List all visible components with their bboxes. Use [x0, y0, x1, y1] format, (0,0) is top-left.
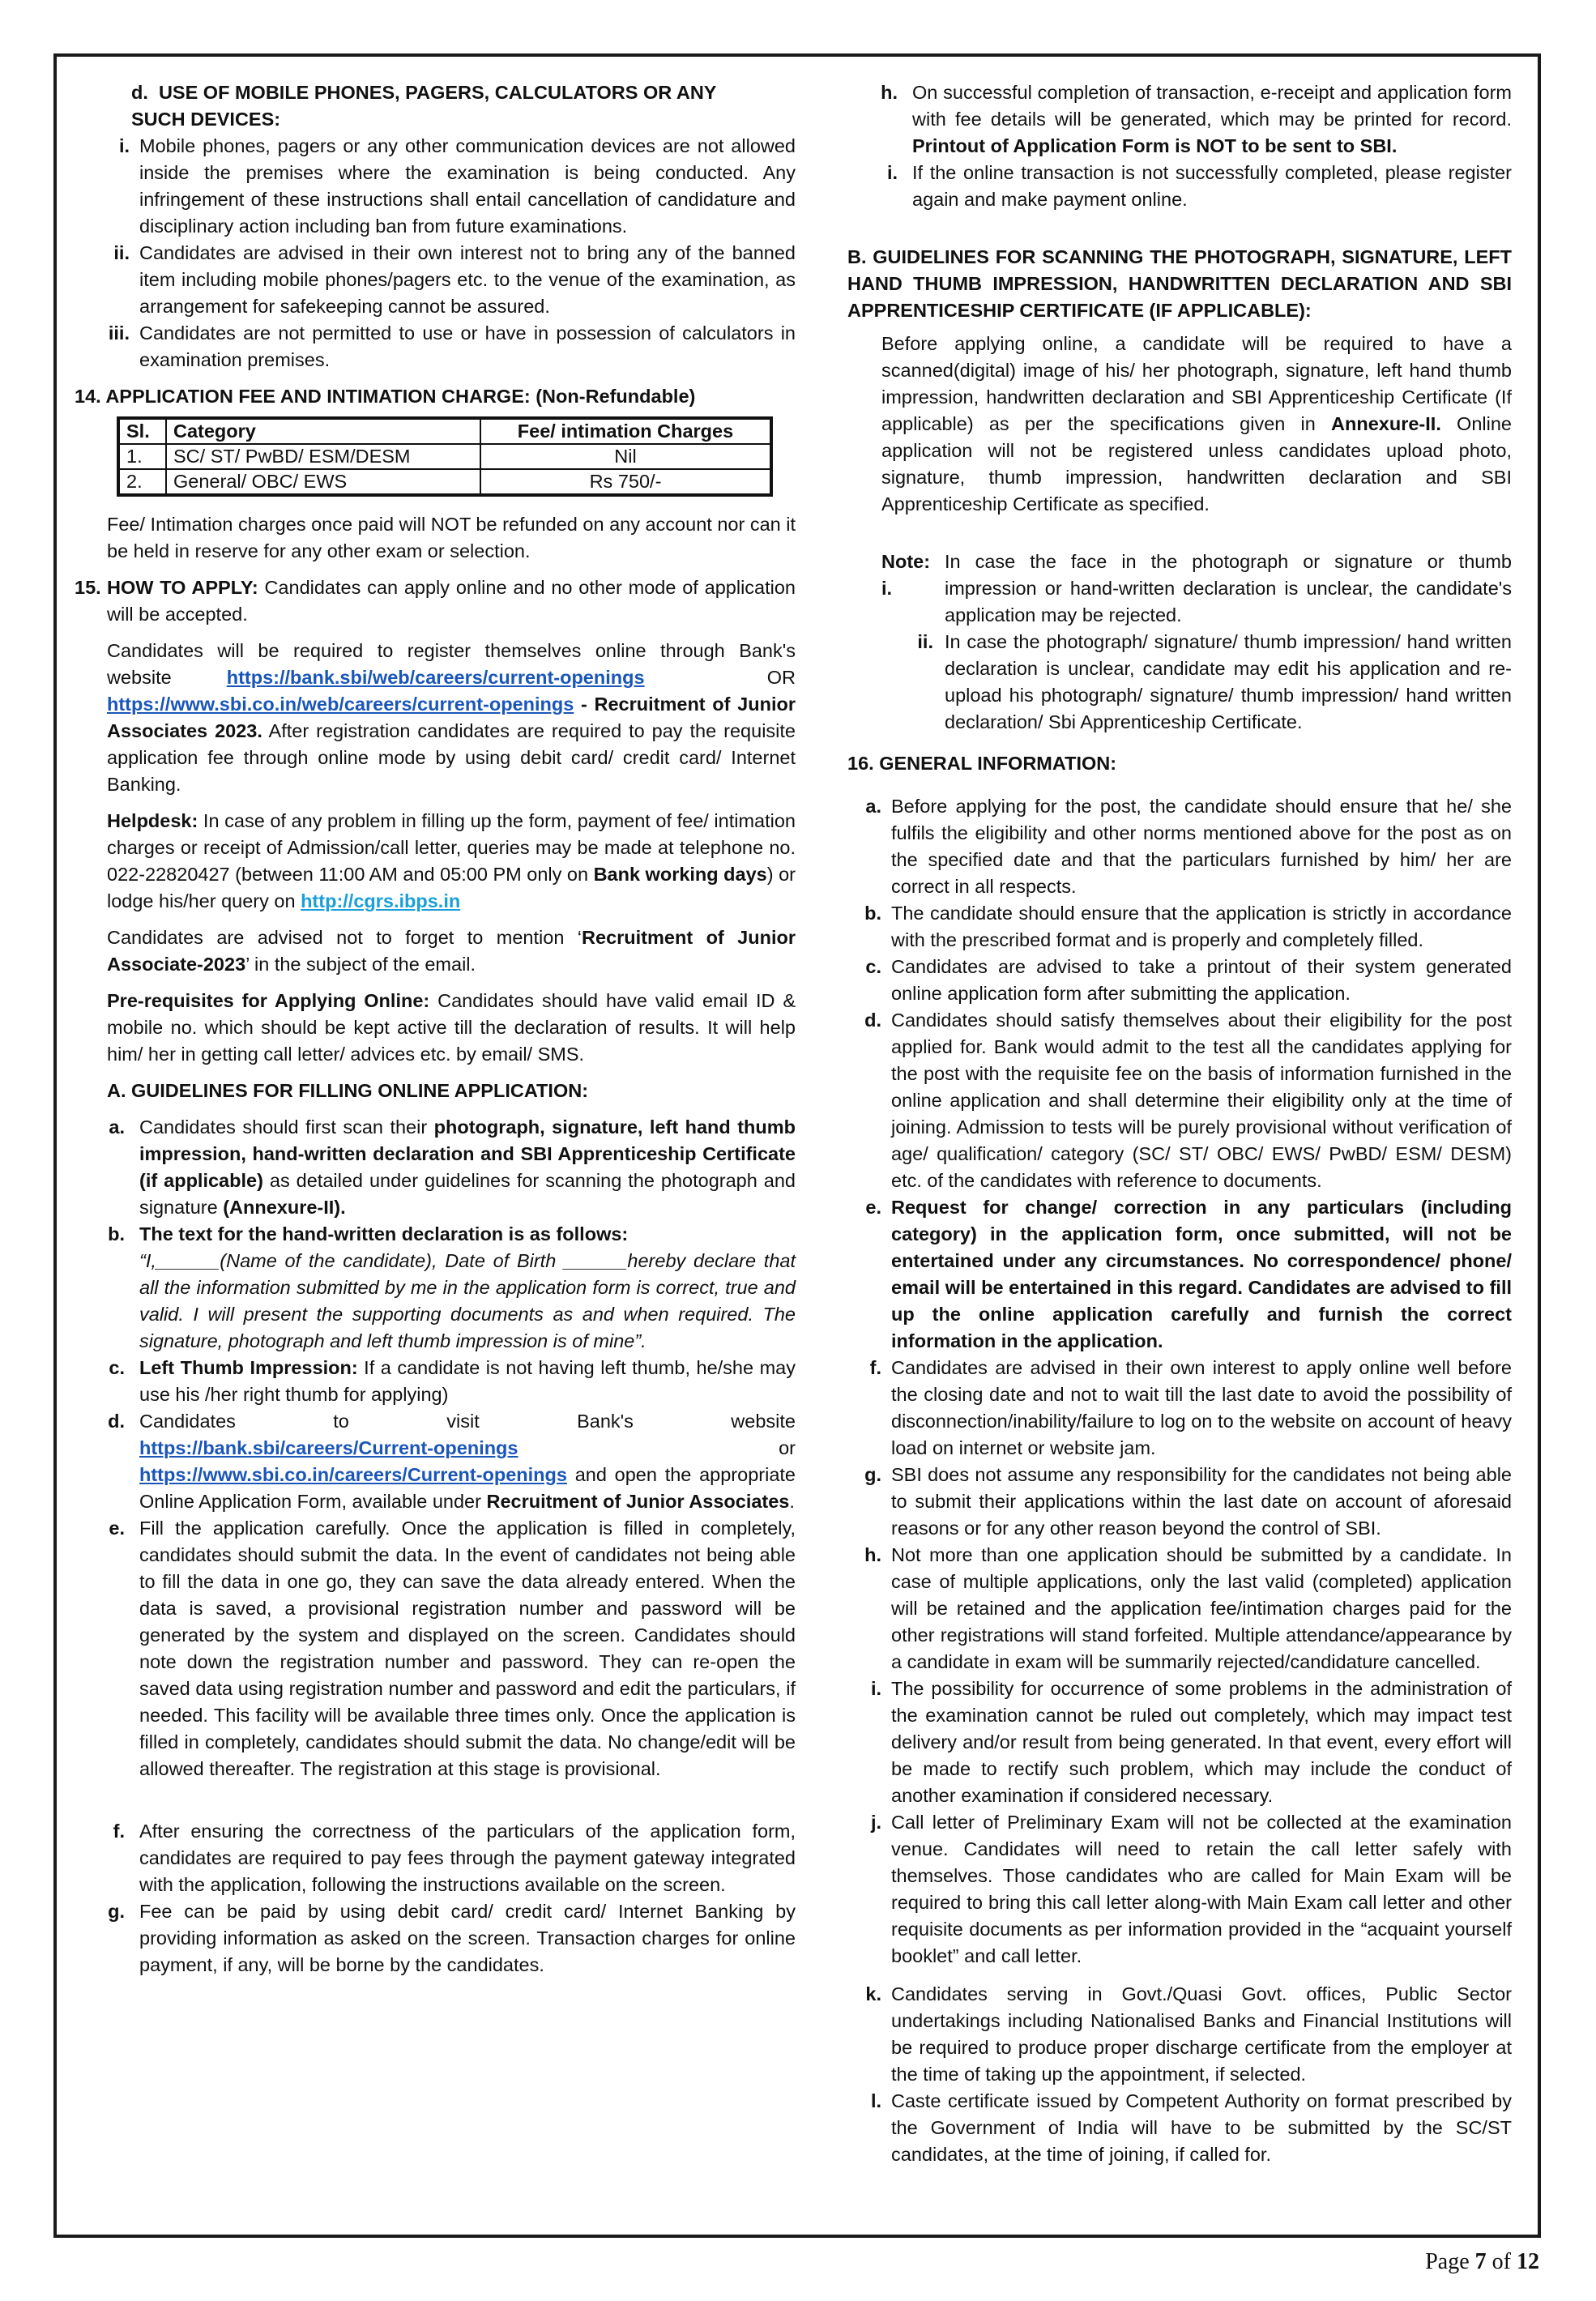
list-item	[847, 1981, 1512, 2088]
list-marker: e.	[865, 1197, 881, 1218]
list-item	[847, 1809, 1512, 1970]
careers-link-2[interactable]: https://www.sbi.co.in/web/careers/current-openings	[107, 694, 574, 715]
registration-paragraph: Candidates will be required to register themselves online through Bank's website https://bank.sbi/web/careers/current-openings OR https://www.sbi.co.in/web/careers/current-openings - Recruitment of Junior Associates 2023. After registration candidates are required to pay the requisite application fee through online mode by using debit card/ credit card/ Internet Banking.	[107, 640, 796, 795]
list-item: g. Fee can be paid by using debit card/ credit card/ Internet Banking by providing information as asked on the screen. Transaction charges for online payment, if any, will be borne by the candidates.	[108, 1901, 796, 1975]
section-15	[75, 574, 796, 1979]
general-info-list	[847, 793, 1512, 2168]
list-marker: f.	[869, 1357, 881, 1378]
list-text: Candidates are advised in their own interest not to bring any of the banned item including mobile phones/pagers etc. to the venue of the examination, as arrangement for safekeeping cannot be assured.	[139, 242, 796, 317]
list-item	[847, 1676, 1512, 1809]
list-text: The possibility for occurrence of some problems in the administration of the examination cannot be ruled out completely, which may impact test delivery and/or result from being generated. In that event, every effort will be made to rectify such problem, which may include the conduct of another examination if considered necessary.	[891, 1678, 1512, 1806]
list-item	[847, 1007, 1512, 1194]
list-text: Candidates are advised to take a printout of their system generated online application form after submitting the application.	[891, 956, 1512, 1004]
list-text: Not more than one application should be submitted by a candidate. In case of multiple applications, only the last valid (completed) application will be retained and the application fee/intimation charges paid for the other registrations will stand forfeited. Multiple attendance/appearance by a candidate in exam will be summarily rejected/candidature cancelled.	[891, 1544, 1512, 1672]
list-marker: i.	[870, 1678, 881, 1699]
left-column	[75, 79, 796, 1979]
declaration-quote: “I,______(Name of the candidate), Date of Birth ______hereby declare that all the information submitted by me in the application form is correct, true and valid. I will present the supporting documents as and when required. The signature, photograph and left thumb impression is of mine”.	[139, 1250, 796, 1351]
guidelines-b-paragraph: Before applying online, a candidate will be required to have a scanned(digital) image of his/ her photograph, signature, left hand thumb impression, handwritten declaration and SBI Apprenticeship Certificate (If applicable) as per the specifications given in Annexure-II. Online application will not be registered unless candidates upload photo, signature, thumb impression, handwritten declaration and SBI Apprenticeship Certificate as specified.	[881, 333, 1512, 514]
fee-col-sl: Sl.	[118, 418, 166, 444]
list-item	[847, 1542, 1512, 1676]
list-marker: c.	[865, 956, 881, 977]
section-15-heading: 15. HOW TO APPLY: Candidates can apply online and no other mode of application will be accepted.	[75, 577, 796, 625]
list-item: e. Fill the application carefully. Once the application is filled in completely, candidates should submit the data. In the event of candidates not being able to fill the data in one go, they can save the data already entered. When the data is saved, a provisional registration number and password will be generated by the system and displayed on the screen. Candidates should note down the registration number and password. They can re-open the saved data using registration number and password and edit the particulars, if needed. This facility will be available three times only. Once the application is filled in completely, candidates should submit the data. No change/edit will be allowed thereafter. The registration at this stage is provisional.	[109, 1518, 796, 1779]
list-item: d. Candidates to visit Bank's website https://bank.sbi/careers/Current-openings or https://www.sbi.co.in/careers/Current-openings and open the appropriate Online Application Form, available under Recruitment of Junior Associates.	[108, 1411, 796, 1512]
list-item: c. Left Thumb Impression: If a candidate is not having left thumb, he/she may use his /her right thumb for applying)	[109, 1357, 796, 1405]
list-text: Candidates are not permitted to use or have in possession of calculators in examination premises.	[139, 322, 796, 370]
list-item	[847, 1355, 1512, 1462]
list-item	[847, 954, 1512, 1007]
guidelines-b-heading: B. GUIDELINES FOR SCANNING THE PHOTOGRAPH, SIGNATURE, LEFT HAND THUMB IMPRESSION, HANDWRITTEN DECLARATION AND SBI APPRENTICESHIP CERTIFICATE (IF APPLICABLE):	[847, 246, 1512, 321]
list-marker: g.	[864, 1464, 881, 1485]
guidelines-a-list	[75, 1114, 796, 1979]
page-number: Page 7 of 12	[1425, 2249, 1539, 2274]
list-item	[847, 1462, 1512, 1542]
fee-col-category: Category	[166, 418, 480, 444]
list-marker: i.	[118, 135, 130, 156]
list-marker: b.	[864, 903, 881, 924]
scan-note	[847, 549, 1512, 736]
careers-link-1[interactable]: https://bank.sbi/web/careers/current-openings	[226, 667, 645, 688]
apply-link-1[interactable]: https://bank.sbi/careers/Current-openings	[139, 1437, 518, 1458]
list-item: f. After ensuring the correctness of the particulars of the application form, candidates are required to pay fees through the payment gateway integrated with the application, following the instructions available on the screen.	[113, 1821, 796, 1895]
table-row	[118, 469, 771, 495]
mention-paragraph: Candidates are advised not to forget to mention ‘Recruitment of Junior Associate-2023’ in the subject of the email.	[107, 927, 796, 975]
fee-cell: General/ OBC/ EWS	[166, 469, 480, 495]
fee-note: Fee/ Intimation charges once paid will NOT be refunded on any account nor can it be held in reserve for any other exam or selection.	[107, 514, 796, 561]
table-row	[118, 444, 771, 469]
section-13d-heading: d. USE OF MOBILE PHONES, PAGERS, CALCULATORS OR ANY	[131, 82, 717, 103]
list-text: Before applying for the post, the candidate should ensure that he/ she fulfils the eligibility and other norms mentioned above for the post as on the specified date and that the particulars furnished by him/ her are correct in all respects.	[891, 796, 1512, 897]
list-item	[847, 2088, 1512, 2168]
section-13d-list	[75, 133, 796, 374]
list-item: b. The text for the hand-written declaration is as follows: “I,______(Name of the candidate), Date of Birth ______hereby declare that all the information submitted by me in the application form is correct, true and valid. I will present the supporting documents as and when required. The signature, photograph and left thumb impression is of mine”.	[75, 1221, 796, 1355]
list-item: a. Candidates should first scan their photograph, signature, left hand thumb impression, hand-written declaration and SBI Apprenticeship Certificate (if applicable) as detailed under guidelines for scanning the photograph and signature (Annexure-II).	[109, 1116, 796, 1218]
list-item	[847, 1194, 1512, 1355]
list-item	[75, 320, 796, 374]
list-item: i. If the online transaction is not successfully completed, please register again and make payment online.	[886, 162, 1512, 210]
helpdesk-paragraph: Helpdesk: In case of any problem in filling up the form, payment of fee/ intimation charges or receipt of Admission/call letter, queries may be made at telephone no. 022-22820427 (between 11:00 AM and 05:00 PM only on Bank working days) or lodge his/her query on http://cgrs.ibps.in	[107, 810, 796, 911]
list-marker: j.	[870, 1812, 881, 1833]
list-item: Note: i. In case the face in the photograph or signature or thumb impression or hand-written declaration is unclear, the candidate's application may be rejected.	[881, 551, 1512, 625]
list-item	[75, 133, 796, 240]
list-text: Candidates serving in Govt./Quasi Govt. offices, Public Sector undertakings including Nationalised Banks and Financial Institutions will be required to produce proper discharge certificate from the employer at the time of taking up the appointment, if selected.	[891, 1983, 1512, 2085]
list-text: Caste certificate issued by Competent Authority on format prescribed by the Government of India will have to be submitted by the SC/ST candidates, at the time of joining, if called for.	[891, 2090, 1512, 2165]
list-text: Mobile phones, pagers or any other communication devices are not allowed inside the premises where the examination is being conducted. Any infringement of these instructions shall entail cancellation of candidature and disciplinary action including ban from future examinations.	[139, 135, 796, 237]
list-item: ii. In case the photograph/ signature/ thumb impression/ hand written declaration is unclear, candidate may edit his application and re-upload his photograph/ signature/ thumb impression/ hand written declaration/ Sbi Apprenticeship Certificate.	[917, 631, 1512, 732]
prerequisites-paragraph: Pre-requisites for Applying Online: Candidates should have valid email ID & mobile no. which should be kept active till the declaration of results. It will help him/ her in getting call letter/ advices etc. by email/ SMS.	[107, 990, 796, 1065]
list-marker: iii.	[108, 322, 130, 344]
section-13d	[75, 79, 796, 374]
right-column	[847, 79, 1512, 2168]
list-text: Candidates should satisfy themselves about their eligibility for the post applied for. Bank would admit to the test all the candidates applying for the post with the requisite fee on the basis of information furnished in the online application and shall determine their eligibility only at the time of joining. Admission to tests will be purely provisional without verification of age/ qualification/ category (SC/ ST/ OBC/ EWS/ PwBD/ ESM/ DESM) etc. of the candidates with reference to documents.	[891, 1010, 1512, 1191]
list-item: h. On successful completion of transaction, e-receipt and application form with fee details will be generated, which may be printed for record. Printout of Application Form is NOT to be sent to SBI.	[881, 82, 1512, 156]
list-item	[75, 240, 796, 320]
list-item	[847, 793, 1512, 900]
helpdesk-link[interactable]: http://cgrs.ibps.in	[301, 890, 461, 911]
fee-cell: SC/ ST/ PwBD/ ESM/DESM	[166, 444, 480, 469]
list-marker: h.	[864, 1544, 881, 1565]
fee-col-charges: Fee/ intimation Charges	[480, 418, 771, 444]
list-text: Candidates are advised in their own interest to apply online well before the closing date and not to wait till the last date to avoid the possibility of disconnection/inability/failure to log on to the website on account of heavy load on internet or website jam.	[891, 1357, 1512, 1458]
fee-table	[117, 416, 773, 497]
section-14	[75, 383, 796, 565]
list-text: SBI does not assume any responsibility for the candidates not being able to submit their applications within the last date on account of aforesaid reasons or for any other reason beyond the control of SBI.	[891, 1464, 1512, 1539]
list-text: The candidate should ensure that the application is strictly in accordance with the prescribed format and is properly and completely filled.	[891, 903, 1512, 950]
list-marker: k.	[865, 1983, 881, 2004]
fee-table-header	[118, 418, 771, 444]
list-marker: l.	[870, 2090, 881, 2111]
list-text: Request for change/ correction in any particulars (including category) in the application form, once submitted, will not be entertained under any circumstances. No correspondence/ phone/ email will be entertained in this regard. Candidates are advised to fill up the online application carefully and furnish the correct information in the application.	[891, 1197, 1512, 1351]
list-marker: d.	[864, 1010, 881, 1031]
fee-cell: Nil	[480, 444, 771, 469]
section-14-heading: 14. APPLICATION FEE AND INTIMATION CHARGE: (Non-Refundable)	[75, 386, 696, 407]
section-16-heading: 16. GENERAL INFORMATION:	[847, 753, 1117, 774]
apply-link-2[interactable]: https://www.sbi.co.in/careers/Current-openings	[139, 1464, 567, 1485]
list-text: Call letter of Preliminary Exam will not be collected at the examination venue. Candidates will need to retain the call letter safely with themselves. Those candidates who are called for Main Exam will be required to bring this call letter along-with Main Exam call letter and other requisite documents as per information provided in the “acquaint yourself booklet” and call letter.	[891, 1812, 1512, 1966]
fee-cell: 2.	[118, 469, 166, 495]
section-16	[847, 750, 1512, 2168]
guidelines-a-heading: A. GUIDELINES FOR FILLING ONLINE APPLICATION:	[107, 1080, 589, 1101]
list-marker: a.	[865, 796, 881, 817]
fee-cell: Rs 750/-	[480, 469, 771, 495]
list-marker: ii.	[113, 242, 130, 263]
fee-cell: 1.	[118, 444, 166, 469]
list-item	[847, 900, 1512, 954]
page-border	[53, 53, 1541, 2238]
section-13d-heading-2: SUCH DEVICES:	[131, 109, 281, 130]
